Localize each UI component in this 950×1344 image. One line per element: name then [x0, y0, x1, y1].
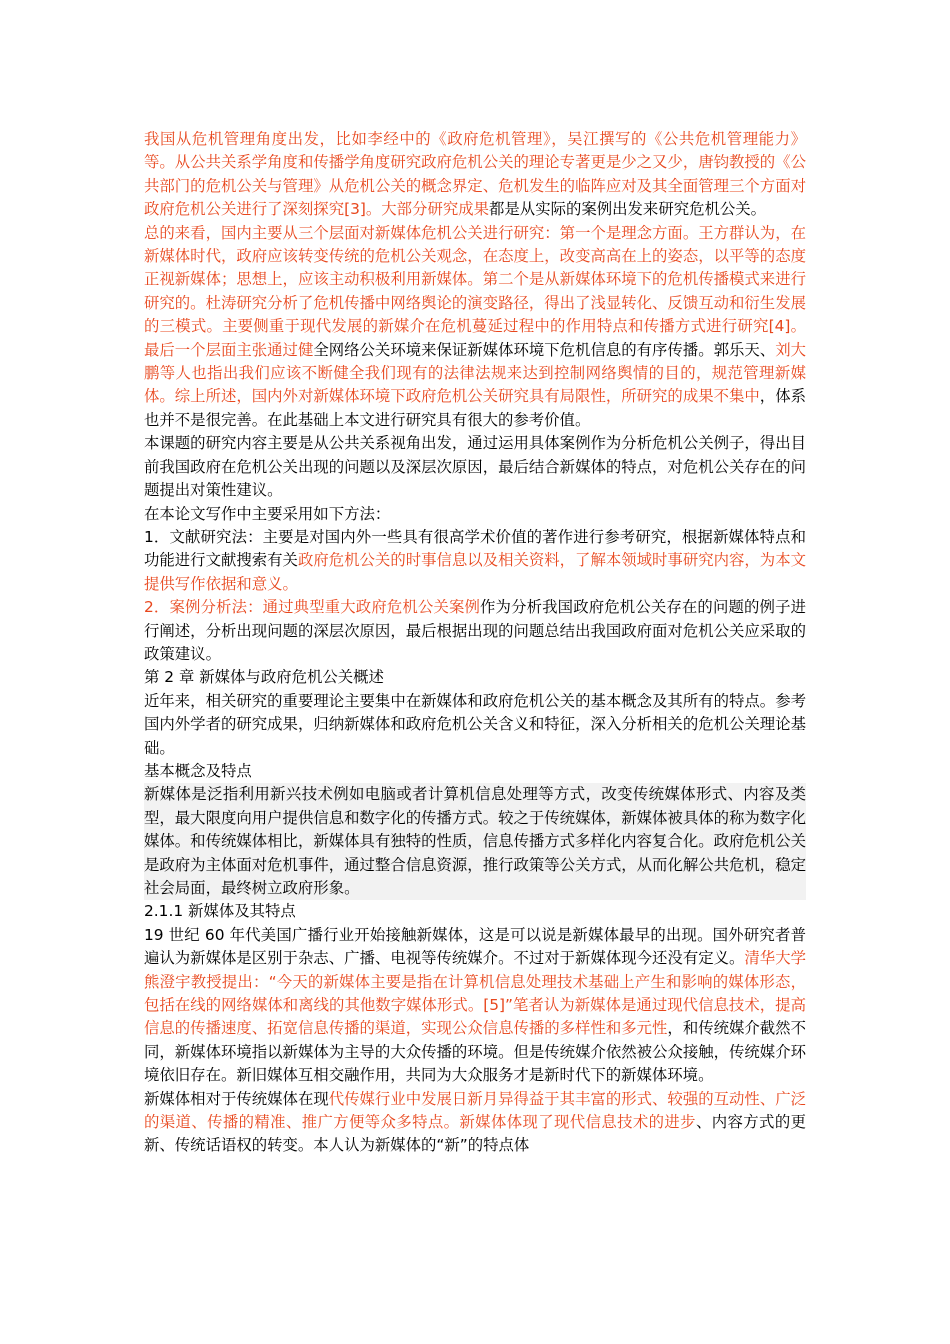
text-segment: 1．文献研究法：主要是对国内外一些具有很高学术价值的著作进行参考研究，根据新媒体特点和功能进行文献搜索有关: [144, 527, 806, 570]
text-segment: ，体系也并不是很完善。在此基础上本文进行研究具有很大的参考价值。: [144, 387, 806, 429]
text-segment: ，和传统媒介截然不同，新媒体环境指以新媒体为主导的大众传播的环境。但是传统媒介依然被公众接触，传统媒介环境依旧存在。新旧媒体互相交融作用，共同为大众服务才是新时代下的新媒体环境。: [144, 1019, 806, 1085]
text-segment: 本课题的研究内容主要是从公共关系视角出发，通过运用具体案例作为分析危机公关例子，得出目前我国政府在危机公关出现的问题以及深层次原因，最后结合新媒体的特点，对危机公关存在的问题提出对策性建议。: [144, 434, 806, 500]
text-segment: 作为分析我国政府危机公关存在的问题的例子进行阐述，分析出现问题的深层次原因，最后根据出现的问题总结出我国政府面对危机公关应采取的政策建议。: [144, 598, 806, 663]
paragraph-2: [144, 222, 806, 433]
text-segment: 政府危机公关的时事信息以及相关资料，了解本领域时事研究内容，为本文提供写作依据和意义。: [144, 551, 806, 593]
text-segment: 2．案例分析法：通过典型重大政府危机公关案例: [144, 598, 481, 617]
paragraph-10: [144, 783, 806, 900]
paragraph-12: [144, 924, 806, 1088]
text-segment: 全网络公关环境来保证新媒体环境下危机信息的有序传播。郭乐天、: [313, 340, 776, 359]
subsection-heading: [144, 900, 806, 923]
paragraph-8: [144, 690, 806, 760]
section-heading: [144, 760, 806, 783]
text-segment: 基本概念及特点: [144, 761, 252, 780]
text-segment: 总的来看，国内主要从三个层面对新媒体危机公关进行研究：第一个是理念方面。王方群认为，在新媒体时代，政府应该转变传统的危机公关观念，在态度上，改变高高在上的姿态，以平等的态度正视新媒体；思想上，应该主动积极利用新媒体。第二个是从新媒体环境下的危机传播模式来进行研究的。杜涛研究分析了危机传播中网络舆论的演变路径，得出了浅显转化、反馈互动和衍生发展的三模式。主要侧重于现代发展的新媒介在危机蔓延过程中的作用特点和传播方式进行研究[4]。最后一个层面主张通过健: [144, 223, 806, 359]
text-segment: 清华大学熊澄宇教授提出：“今天的新媒体主要是指在计算机信息处理技术基础上产生和影响的媒体形态，包括在线的网络媒体和离线的其他数字媒体形式。[5]”笔者认为新媒体是通过现代信息技术，提高信息的传播速度、拓宽信息传播的渠道，实现公众信息传播的多样性和多元性: [144, 949, 806, 1038]
text-segment: 2.1.1 新媒体及其特点: [144, 902, 296, 921]
text-segment: 代传媒行业中发展日新月异得益于其丰富的形式、较强的互动性、广泛的渠道、传播的精准、推广方便等众多特点。新媒体体现了现代信息技术的进步: [144, 1089, 806, 1132]
text-segment: 19 世纪 60 年代美国广播行业开始接触新媒体，这是可以说是新媒体最早的出现。国外研究者普遍认为新媒体是区别于杂志、广播、电视等传统媒介。不过对于新媒体现今还没有定义。: [144, 925, 806, 968]
document-page: [144, 128, 806, 1158]
text-segment: 刘大鹏等人也指出我们应该不断健全我们现有的法律法规来达到控制网络舆情的目的，规范管理新媒体。综上所述，国内外对新媒体环境下政府危机公关研究具有局限性，所研究的成果不集中: [144, 340, 806, 406]
text-segment: 在本论文写作中主要采用如下方法：: [144, 504, 391, 523]
text-segment: 近年来，相关研究的重要理论主要集中在新媒体和政府危机公关的基本概念及其所有的特点。参考国内外学者的研究成果，归纳新媒体和政府危机公关含义和特征，深入分析相关的危机公关理论基础。: [144, 691, 806, 757]
paragraph-1: [144, 128, 806, 222]
chapter-heading: [144, 666, 806, 689]
text-segment: 新媒体是泛指利用新兴技术例如电脑或者计算机信息处理等方式，改变传统媒体形式、内容及类型，最大限度向用户提供信息和数字化的传播方式。较之于传统媒体，新媒体被具体的称为数字化媒体。和传统媒体相比，新媒体具有独特的性质，信息传播方式多样化内容复合化。政府危机公关是政府为主体面对危机事件，通过整合信息资源，推行政策等公关方式，从而化解公共危机，稳定社会局面，最终树立政府形象。: [144, 785, 806, 897]
paragraph-6: [144, 596, 806, 666]
text-segment: 我国从危机管理角度出发，比如李经中的《政府危机管理》，吴江撰写的《公共危机管理能力》等。从公共关系学角度和传播学角度研究政府危机公关的理论专著更是少之又少，唐钧教授的《公共部门的危机公关与管理》从危机公关的概念界定、危机发生的临阵应对及其全面管理三个方面对政府危机公关进行了深刻探究[3]。大部分研究成果: [144, 130, 806, 219]
paragraph-4: [144, 503, 806, 526]
paragraph-13: [144, 1088, 806, 1158]
text-segment: 第 2 章 新媒体与政府危机公关概述: [144, 668, 384, 687]
text-segment: 、内容方式的更新、传统话语权的转变。本人认为新媒体的“新”的特点体: [144, 1113, 806, 1155]
paragraph-5: [144, 526, 806, 596]
text-segment: 新媒体相对于传统媒体在现: [144, 1089, 329, 1108]
text-segment: 都是从实际的案例出发来研究危机公关。: [489, 200, 767, 219]
paragraph-3: [144, 432, 806, 502]
